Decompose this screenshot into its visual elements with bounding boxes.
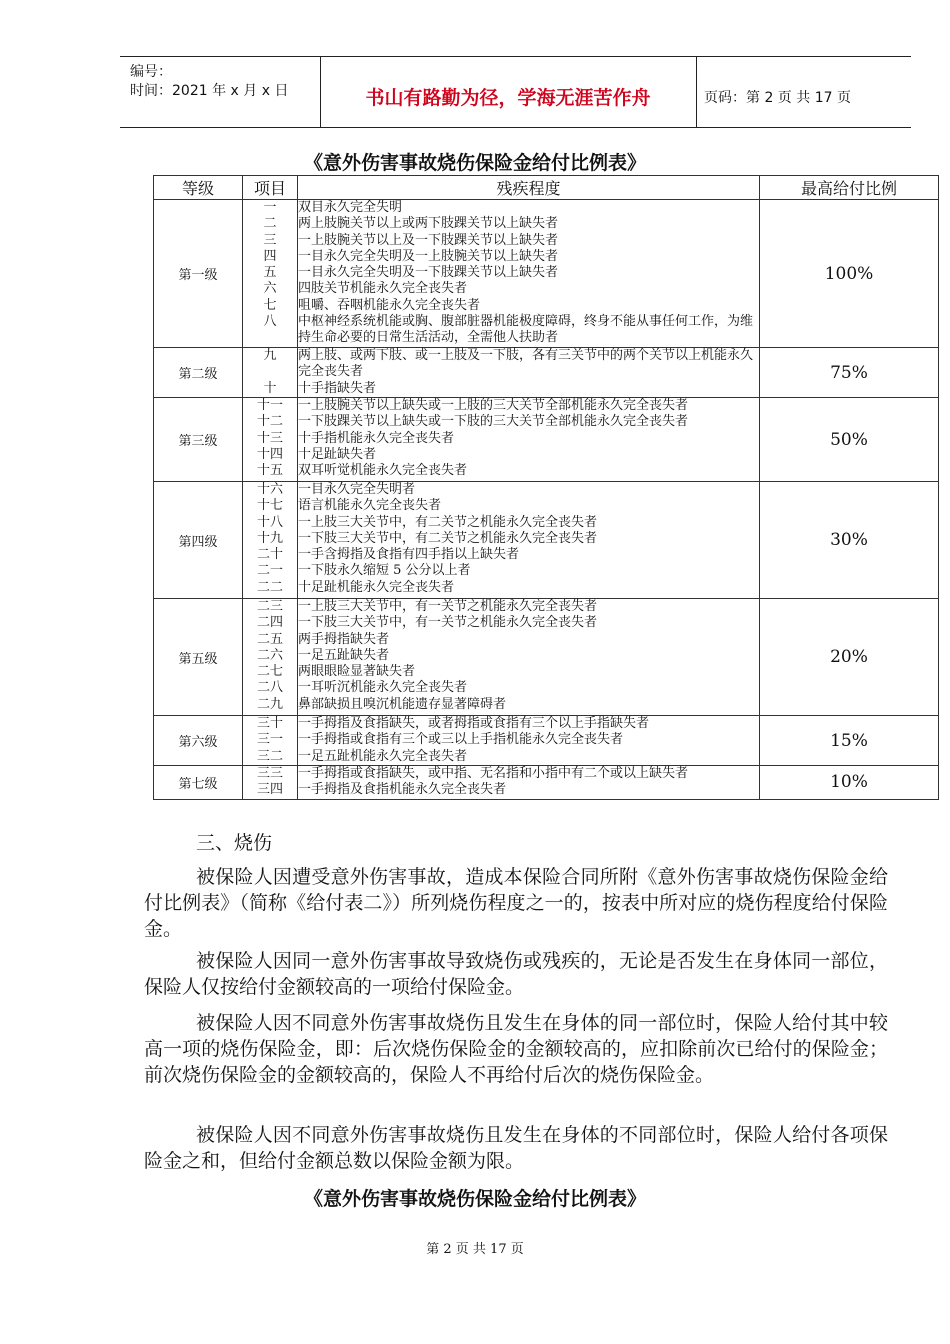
table-row xyxy=(154,348,939,398)
item-numbers-cell xyxy=(243,766,298,800)
item-number: 一 xyxy=(263,200,277,215)
degree-line: 一手拇指或食指有三个或三以上手指机能永久完全丧失者 xyxy=(298,732,624,748)
item-number: 三一 xyxy=(256,732,283,748)
degree-line: 一下肢三大关节中，有一关节之机能永久完全丧失者 xyxy=(298,615,598,631)
degree-line: 十手指机能永久完全丧失者 xyxy=(298,430,455,446)
degree-line: 一目永久完全失明者 xyxy=(298,482,416,497)
item-number: 二八 xyxy=(256,680,283,696)
degree-line: 一手拇指及食指缺失，或者拇指或食指有三个以上手指缺失者 xyxy=(298,716,650,731)
degree-line: 一上肢三大关节中，有一关节之机能永久完全丧失者 xyxy=(298,599,598,614)
doc-number-label: 编号： xyxy=(130,64,172,80)
item-number: 二五 xyxy=(256,631,283,647)
degree-line: 四肢关节机能永久完全丧失者 xyxy=(298,281,468,297)
ratio-cell: 15% xyxy=(760,716,939,766)
item-number: 十五 xyxy=(256,463,283,479)
item-number: 四 xyxy=(263,248,277,264)
item-number xyxy=(243,364,297,380)
table-row xyxy=(154,599,939,716)
degree-line: 一目永久完全失明及一上肢腕关节以上缺失者 xyxy=(298,248,559,264)
degree-line: 十足趾机能永久完全丧失者 xyxy=(298,579,455,595)
ratio-cell: 10% xyxy=(760,766,939,800)
bottom-title: 《意外伤害事故烧伤保险金给付比例表》 xyxy=(303,1188,646,1210)
table-row xyxy=(154,482,939,599)
degree-line: 一手拇指或食指缺失，或中指、无名指和小指中有二个或以上缺失者 xyxy=(298,766,689,781)
item-number: 十 xyxy=(263,380,277,396)
degree-line: 一下肢永久缩短 5 公分以上者 xyxy=(298,563,471,579)
level-cell: 第三级 xyxy=(154,398,243,482)
ratio-cell: 20% xyxy=(760,599,939,716)
degree-cell xyxy=(298,716,760,766)
header-divider xyxy=(696,57,697,127)
degree-line: 一上肢腕关节以上缺失或一上肢的三大关节全部机能永久完全丧失者 xyxy=(298,398,689,413)
item-number: 十二 xyxy=(256,414,283,430)
level-cell: 第六级 xyxy=(154,716,243,766)
degree-line: 一目永久完全失明及一下肢踝关节以上缺失者 xyxy=(298,265,559,281)
paragraph-4: 被保险人因不同意外伤害事故烧伤且发生在身体的不同部位时，保险人给付各项保险金之和，但给付金额总数以保险金额为限。 xyxy=(144,1124,888,1172)
degree-line: 双耳听觉机能永久完全丧失者 xyxy=(298,463,468,479)
item-number: 三十 xyxy=(256,716,283,731)
degree-line: 咀嚼、吞咽机能永久完全丧失者 xyxy=(298,297,481,313)
degree-line: 一足五趾机能永久完全丧失者 xyxy=(298,748,468,764)
degree-cell xyxy=(298,482,760,599)
col-header-item: 项目 xyxy=(243,176,298,200)
item-numbers-cell xyxy=(243,716,298,766)
paragraph-1: 被保险人因遭受意外伤害事故，造成本保险合同所附《意外伤害事故烧伤保险金给付比例表》（简称《给付表二》）所列烧伤程度之一的，按表中所对应的烧伤程度给付保险金。 xyxy=(144,866,888,940)
item-number: 五 xyxy=(263,265,277,281)
ratio-cell: 50% xyxy=(760,398,939,482)
level-cell: 第一级 xyxy=(154,200,243,348)
degree-line: 两上肢、或两下肢、或一上肢及一下肢，各有三关节中的两个关节以上机能永久完全丧失者 xyxy=(298,348,754,380)
item-numbers-cell xyxy=(243,482,298,599)
degree-line: 一上肢腕关节以上及一下肢踝关节以上缺失者 xyxy=(298,232,559,248)
degree-line: 中枢神经系统机能或胸、腹部脏器机能极度障碍，终身不能从事任何工作，为维持生命必要的日常生活活动，全需他人扶助者 xyxy=(298,314,754,346)
degree-line: 十足趾缺失者 xyxy=(298,446,377,462)
item-number: 三三 xyxy=(256,766,283,781)
header-meta xyxy=(130,63,288,101)
page-header xyxy=(120,56,911,128)
item-number: 三 xyxy=(263,232,277,248)
degree-cell xyxy=(298,200,760,348)
degree-line: 双目永久完全失明 xyxy=(298,200,403,215)
degree-line: 两手拇指缺失者 xyxy=(298,631,390,647)
item-number: 二一 xyxy=(256,563,283,579)
paragraph-3: 被保险人因不同意外伤害事故烧伤且发生在身体的同一部位时，保险人给付其中较高一项的烧伤保险金，即：后次烧伤保险金的金额较高的，应扣除前次已给付的保险金；前次烧伤保险金的金额较高的，保险人不再给付后次的烧伤保险金。 xyxy=(144,1012,888,1086)
header-motto: 书山有路勤为径，学海无涯苦作舟 xyxy=(365,87,651,109)
item-number: 十六 xyxy=(256,482,283,497)
degree-line: 十手指缺失者 xyxy=(298,380,377,396)
col-header-degree: 残疾程度 xyxy=(298,176,760,200)
doc-time-label: 时间：2021 年 x 月 x 日 xyxy=(130,83,289,99)
degree-line: 语言机能永久完全丧失者 xyxy=(298,498,442,514)
item-number: 十八 xyxy=(256,514,283,530)
item-number: 六 xyxy=(263,281,277,297)
degree-line: 两上肢腕关节以上或两下肢踝关节以上缺失者 xyxy=(298,216,559,232)
item-number: 二 xyxy=(263,216,277,232)
item-numbers-cell xyxy=(243,599,298,716)
table-row xyxy=(154,766,939,800)
degree-line: 一手拇指及食指机能永久完全丧失者 xyxy=(298,782,507,798)
item-number: 二二 xyxy=(256,579,283,595)
item-number: 十三 xyxy=(256,430,283,446)
item-number: 七 xyxy=(263,297,277,313)
item-number: 十四 xyxy=(256,446,283,462)
level-cell: 第七级 xyxy=(154,766,243,800)
degree-line: 两眼眼睑显著缺失者 xyxy=(298,664,416,680)
degree-line: 一耳听沉机能永久完全丧失者 xyxy=(298,680,468,696)
degree-line: 一足五趾缺失者 xyxy=(298,647,390,663)
col-header-level: 等级 xyxy=(154,176,243,200)
item-number: 二九 xyxy=(256,696,283,712)
table-row xyxy=(154,200,939,348)
item-numbers-cell xyxy=(243,200,298,348)
col-header-ratio: 最高给付比例 xyxy=(760,176,939,200)
item-number: 二四 xyxy=(256,615,283,631)
table-header-row xyxy=(154,176,939,200)
level-cell: 第二级 xyxy=(154,348,243,398)
page-footer: 第 2 页 共 17 页 xyxy=(426,1242,524,1257)
paragraph-2: 被保险人因同一意外伤害事故导致烧伤或残疾的，无论是否发生在身体同一部位，保险人仅按给付金额较高的一项给付保险金。 xyxy=(144,950,888,998)
level-cell: 第四级 xyxy=(154,482,243,599)
item-number: 二三 xyxy=(256,599,283,614)
item-number: 十九 xyxy=(256,530,283,546)
ratio-table xyxy=(153,175,939,800)
item-number: 三二 xyxy=(256,748,283,764)
item-number: 九 xyxy=(263,348,277,363)
item-number: 十七 xyxy=(256,498,283,514)
degree-line: 一下肢踝关节以上缺失或一下肢的三大关节全部机能永久完全丧失者 xyxy=(298,414,689,430)
degree-cell xyxy=(298,766,760,800)
item-number: 二六 xyxy=(256,647,283,663)
ratio-cell: 75% xyxy=(760,348,939,398)
item-number: 二七 xyxy=(256,664,283,680)
table-row xyxy=(154,716,939,766)
degree-cell xyxy=(298,398,760,482)
degree-cell xyxy=(298,599,760,716)
degree-line: 鼻部缺损且嗅沉机能遗存显著障碍者 xyxy=(298,696,507,712)
level-cell: 第五级 xyxy=(154,599,243,716)
item-number: 八 xyxy=(263,314,277,330)
header-page-label: 页码：第 2 页 共 17 页 xyxy=(704,90,851,106)
degree-cell xyxy=(298,348,760,398)
item-numbers-cell xyxy=(243,398,298,482)
table-body xyxy=(154,200,939,800)
item-numbers-cell xyxy=(243,348,298,398)
degree-line: 一手含拇指及食指有四手指以上缺失者 xyxy=(298,547,520,563)
degree-line: 一上肢三大关节中，有二关节之机能永久完全丧失者 xyxy=(298,514,598,530)
item-number: 二十 xyxy=(256,547,283,563)
degree-line: 一下肢三大关节中，有二关节之机能永久完全丧失者 xyxy=(298,530,598,546)
ratio-cell: 100% xyxy=(760,200,939,348)
item-number: 十一 xyxy=(256,398,283,413)
ratio-cell: 30% xyxy=(760,482,939,599)
table-row xyxy=(154,398,939,482)
item-number: 三四 xyxy=(256,782,283,798)
section-heading: 三、烧伤 xyxy=(196,832,273,854)
table-title: 《意外伤害事故烧伤保险金给付比例表》 xyxy=(303,152,646,174)
